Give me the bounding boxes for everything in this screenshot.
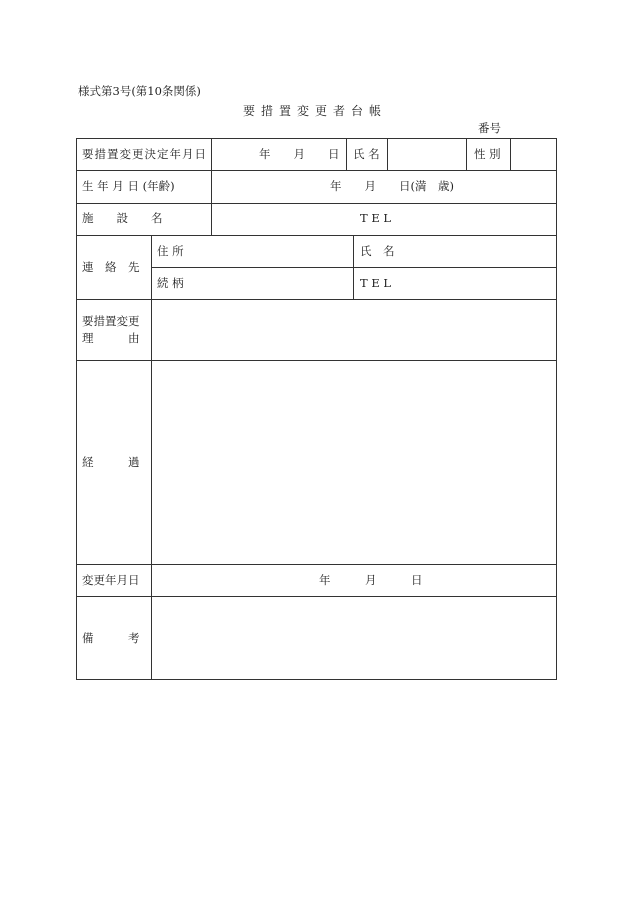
name-field[interactable] — [392, 142, 462, 168]
progress-field[interactable] — [155, 364, 553, 561]
remarks-label: 備 考 — [82, 631, 140, 645]
form-title: 要措置変更者台帳 — [242, 104, 387, 118]
number-label: 番号 — [478, 121, 501, 135]
contact-relation-label: 続 柄 — [157, 276, 184, 290]
contact-address-label: 住 所 — [157, 244, 184, 258]
sex-field[interactable] — [514, 142, 554, 168]
contact-label: 連 絡 先 — [82, 260, 140, 274]
facility-tel-label: T E L — [360, 211, 392, 225]
contact-tel-label: T E L — [360, 276, 392, 290]
change-date-label: 変更年月日 — [82, 573, 140, 587]
decision-date-field[interactable]: 年 月 日 — [259, 147, 340, 161]
reason-label-line1: 要措置変更 — [82, 314, 140, 328]
name-label: 氏 名 — [353, 147, 380, 161]
reason-label-line2: 理 由 — [82, 331, 140, 345]
decision-date-label: 要 措 置 変 更 決 定 年 月 日 — [82, 147, 206, 161]
remarks-field[interactable] — [155, 600, 553, 676]
contact-name-label: 氏 名 — [360, 244, 395, 258]
change-date-field[interactable]: 年 月 日 — [319, 573, 423, 587]
birth-date-field[interactable]: 年 月 日(満 歳) — [330, 179, 454, 193]
progress-label: 経 過 — [82, 455, 140, 469]
sex-label: 性 別 — [474, 147, 501, 161]
birth-date-label: 生 年 月 日 (年齢) — [82, 179, 175, 193]
reason-field[interactable] — [155, 303, 553, 357]
form-reference: 様式第3号(第10条関係) — [78, 84, 201, 98]
facility-label: 施 設 名 — [82, 211, 163, 225]
